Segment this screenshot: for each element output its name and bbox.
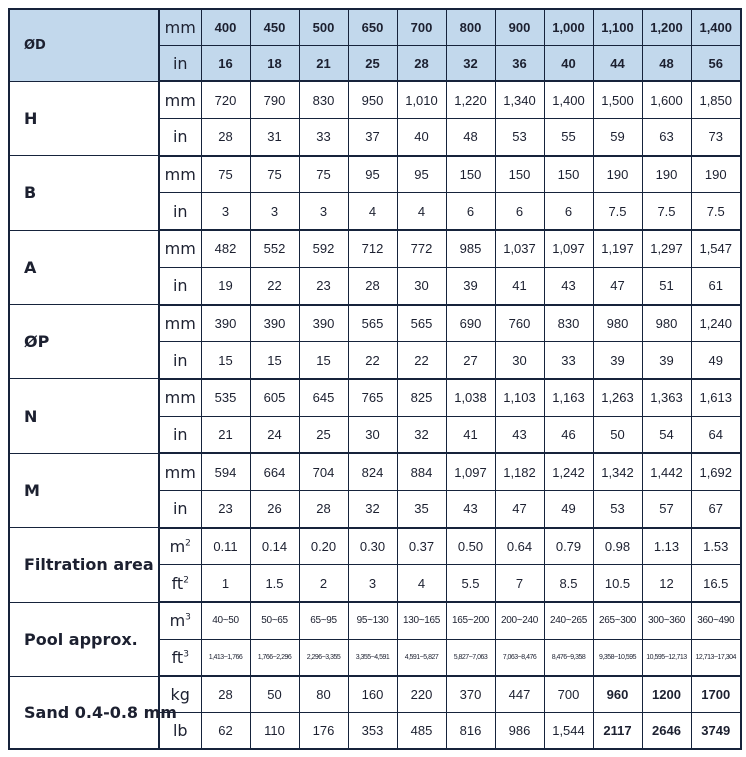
cell-h-in: 40	[397, 119, 446, 156]
cell-a-in: 51	[642, 267, 691, 304]
cell-pool-approx-m3: 360~490	[691, 602, 741, 639]
cell-p-mm: 390	[250, 305, 299, 342]
row-label-a: A	[9, 230, 159, 304]
unit-kg: kg	[159, 676, 201, 712]
cell-pool-approx-ft3: 5,827~7,063	[446, 639, 495, 676]
cell-a-mm: 1,097	[544, 230, 593, 267]
cell-p-in: 49	[691, 342, 741, 379]
cell-m-mm: 664	[250, 453, 299, 490]
cell-n-mm: 1,263	[593, 379, 642, 416]
cell-filtration-area-ft2: 8.5	[544, 565, 593, 602]
cell-n-mm: 1,038	[446, 379, 495, 416]
cell-b-in: 6	[446, 193, 495, 230]
cell-n-in: 30	[348, 416, 397, 453]
cell-p-in: 15	[201, 342, 250, 379]
cell-sand-lb: 353	[348, 713, 397, 749]
cell-b-in: 7.5	[593, 193, 642, 230]
cell-diameter-mm: 900	[495, 9, 544, 45]
cell-p-mm: 760	[495, 305, 544, 342]
cell-p-mm: 390	[201, 305, 250, 342]
cell-diameter-in: 56	[691, 45, 741, 81]
unit-mm: mm	[159, 9, 201, 45]
cell-n-mm: 535	[201, 379, 250, 416]
cell-b-mm: 95	[348, 156, 397, 193]
cell-sand-kg: 1200	[642, 676, 691, 712]
unit-exponent: 3	[185, 613, 191, 624]
cell-a-in: 19	[201, 267, 250, 304]
cell-diameter-in: 21	[299, 45, 348, 81]
cell-n-in: 50	[593, 416, 642, 453]
unit-lb: lb	[159, 713, 201, 749]
cell-m-mm: 884	[397, 453, 446, 490]
cell-n-mm: 1,163	[544, 379, 593, 416]
unit-mm: mm	[159, 379, 201, 416]
cell-b-mm: 150	[544, 156, 593, 193]
row-label-pool-approx: Pool approx.	[9, 602, 159, 676]
cell-sand-lb: 986	[495, 713, 544, 749]
cell-pool-approx-ft3: 2,296~3,355	[299, 639, 348, 676]
cell-m-in: 53	[593, 490, 642, 527]
cell-n-in: 32	[397, 416, 446, 453]
cell-pool-approx-m3: 300~360	[642, 602, 691, 639]
cell-a-in: 30	[397, 267, 446, 304]
cell-filtration-area-m2: 0.11	[201, 528, 250, 565]
row-m-mm	[9, 453, 741, 490]
row-label-m: M	[9, 453, 159, 527]
cell-m-in: 28	[299, 490, 348, 527]
unit-exponent: 2	[185, 538, 191, 549]
cell-a-in: 43	[544, 267, 593, 304]
row-label-n: N	[9, 379, 159, 453]
cell-m-in: 57	[642, 490, 691, 527]
cell-p-in: 39	[593, 342, 642, 379]
row-n-mm	[9, 379, 741, 416]
cell-h-mm: 1,600	[642, 81, 691, 118]
cell-pool-approx-ft3: 1,413~1,766	[201, 639, 250, 676]
cell-a-mm: 1,547	[691, 230, 741, 267]
cell-diameter-in: 28	[397, 45, 446, 81]
cell-sand-kg: 160	[348, 676, 397, 712]
row-pool-approx-m3	[9, 602, 741, 639]
cell-filtration-area-ft2: 10.5	[593, 565, 642, 602]
cell-p-in: 22	[397, 342, 446, 379]
cell-a-in: 61	[691, 267, 741, 304]
cell-diameter-mm: 650	[348, 9, 397, 45]
cell-diameter-in: 36	[495, 45, 544, 81]
cell-p-mm: 565	[348, 305, 397, 342]
cell-filtration-area-m2: 0.30	[348, 528, 397, 565]
cell-a-in: 22	[250, 267, 299, 304]
cell-b-in: 6	[544, 193, 593, 230]
cell-p-in: 30	[495, 342, 544, 379]
cell-sand-kg: 700	[544, 676, 593, 712]
unit-base: m	[169, 536, 186, 556]
cell-p-mm: 390	[299, 305, 348, 342]
cell-m-mm: 594	[201, 453, 250, 490]
cell-m-in: 49	[544, 490, 593, 527]
cell-filtration-area-m2: 0.50	[446, 528, 495, 565]
cell-n-in: 41	[446, 416, 495, 453]
cell-pool-approx-ft3: 7,063~8,476	[495, 639, 544, 676]
cell-m-mm: 1,097	[446, 453, 495, 490]
cell-h-in: 37	[348, 119, 397, 156]
cell-filtration-area-m2: 1.13	[642, 528, 691, 565]
cell-pool-approx-m3: 95~130	[348, 602, 397, 639]
cell-p-mm: 980	[593, 305, 642, 342]
cell-a-mm: 1,197	[593, 230, 642, 267]
cell-h-mm: 1,500	[593, 81, 642, 118]
cell-diameter-mm: 800	[446, 9, 495, 45]
cell-p-in: 15	[250, 342, 299, 379]
cell-pool-approx-m3: 200~240	[495, 602, 544, 639]
cell-h-in: 33	[299, 119, 348, 156]
cell-sand-lb: 62	[201, 713, 250, 749]
cell-n-in: 46	[544, 416, 593, 453]
row-p-mm	[9, 305, 741, 342]
cell-a-in: 41	[495, 267, 544, 304]
cell-h-in: 63	[642, 119, 691, 156]
cell-sand-kg: 1700	[691, 676, 741, 712]
cell-n-in: 64	[691, 416, 741, 453]
cell-h-mm: 830	[299, 81, 348, 118]
filter-spec-table	[8, 8, 742, 750]
cell-b-mm: 150	[446, 156, 495, 193]
cell-m-in: 26	[250, 490, 299, 527]
cell-pool-approx-ft3: 4,591~5,827	[397, 639, 446, 676]
unit-base: ft	[171, 648, 184, 668]
cell-b-in: 4	[348, 193, 397, 230]
cell-p-mm: 690	[446, 305, 495, 342]
unit-in: in	[159, 490, 201, 527]
cell-a-in: 39	[446, 267, 495, 304]
cell-sand-kg: 220	[397, 676, 446, 712]
cell-sand-lb: 485	[397, 713, 446, 749]
unit-m2	[159, 528, 201, 565]
cell-filtration-area-m2: 0.37	[397, 528, 446, 565]
cell-b-mm: 150	[495, 156, 544, 193]
cell-pool-approx-m3: 130~165	[397, 602, 446, 639]
cell-h-mm: 1,400	[544, 81, 593, 118]
cell-p-mm: 1,240	[691, 305, 741, 342]
row-label-diameter: ØD	[9, 9, 159, 81]
unit-base: ft	[171, 573, 184, 593]
cell-sand-kg: 960	[593, 676, 642, 712]
cell-pool-approx-m3: 50~65	[250, 602, 299, 639]
cell-diameter-in: 16	[201, 45, 250, 81]
cell-h-mm: 1,340	[495, 81, 544, 118]
cell-pool-approx-ft3: 9,358~10,595	[593, 639, 642, 676]
cell-n-in: 24	[250, 416, 299, 453]
row-sand-kg	[9, 676, 741, 712]
cell-b-in: 7.5	[642, 193, 691, 230]
cell-diameter-mm: 1,400	[691, 9, 741, 45]
cell-pool-approx-m3: 265~300	[593, 602, 642, 639]
unit-mm: mm	[159, 305, 201, 342]
cell-diameter-mm: 1,000	[544, 9, 593, 45]
cell-a-mm: 552	[250, 230, 299, 267]
cell-a-mm: 712	[348, 230, 397, 267]
cell-sand-lb: 3749	[691, 713, 741, 749]
cell-h-in: 59	[593, 119, 642, 156]
cell-diameter-in: 44	[593, 45, 642, 81]
unit-mm: mm	[159, 230, 201, 267]
cell-h-in: 28	[201, 119, 250, 156]
cell-diameter-mm: 700	[397, 9, 446, 45]
cell-n-mm: 1,363	[642, 379, 691, 416]
cell-diameter-in: 25	[348, 45, 397, 81]
unit-in: in	[159, 45, 201, 81]
unit-base: m	[169, 611, 186, 631]
row-filtration-area-m2	[9, 528, 741, 565]
cell-h-mm: 790	[250, 81, 299, 118]
cell-m-in: 23	[201, 490, 250, 527]
row-a-mm	[9, 230, 741, 267]
cell-pool-approx-ft3: 3,355~4,591	[348, 639, 397, 676]
cell-sand-kg: 28	[201, 676, 250, 712]
cell-pool-approx-ft3: 8,476~9,358	[544, 639, 593, 676]
row-label-filtration-area: Filtration area	[9, 528, 159, 602]
cell-pool-approx-m3: 165~200	[446, 602, 495, 639]
cell-n-mm: 825	[397, 379, 446, 416]
cell-sand-lb: 1,544	[544, 713, 593, 749]
cell-b-in: 4	[397, 193, 446, 230]
cell-pool-approx-m3: 240~265	[544, 602, 593, 639]
cell-filtration-area-ft2: 7	[495, 565, 544, 602]
cell-filtration-area-m2: 0.64	[495, 528, 544, 565]
cell-h-mm: 720	[201, 81, 250, 118]
cell-diameter-in: 32	[446, 45, 495, 81]
cell-p-in: 22	[348, 342, 397, 379]
cell-a-mm: 985	[446, 230, 495, 267]
unit-mm: mm	[159, 453, 201, 490]
cell-h-mm: 1,220	[446, 81, 495, 118]
cell-b-mm: 190	[691, 156, 741, 193]
cell-b-mm: 95	[397, 156, 446, 193]
cell-h-in: 48	[446, 119, 495, 156]
cell-sand-lb: 816	[446, 713, 495, 749]
unit-mm: mm	[159, 81, 201, 118]
cell-h-in: 73	[691, 119, 741, 156]
cell-filtration-area-m2: 0.79	[544, 528, 593, 565]
row-diameter-mm	[9, 9, 741, 45]
unit-in: in	[159, 342, 201, 379]
cell-b-in: 7.5	[691, 193, 741, 230]
cell-diameter-mm: 1,200	[642, 9, 691, 45]
cell-a-mm: 1,297	[642, 230, 691, 267]
cell-h-mm: 1,850	[691, 81, 741, 118]
cell-diameter-mm: 400	[201, 9, 250, 45]
cell-m-in: 35	[397, 490, 446, 527]
cell-m-in: 67	[691, 490, 741, 527]
row-label-sand: Sand 0.4-0.8 mm	[9, 676, 159, 749]
cell-b-mm: 190	[642, 156, 691, 193]
cell-sand-lb: 2646	[642, 713, 691, 749]
cell-sand-lb: 176	[299, 713, 348, 749]
cell-a-in: 47	[593, 267, 642, 304]
cell-m-mm: 1,442	[642, 453, 691, 490]
cell-p-mm: 980	[642, 305, 691, 342]
cell-m-in: 47	[495, 490, 544, 527]
cell-filtration-area-ft2: 1.5	[250, 565, 299, 602]
cell-m-in: 32	[348, 490, 397, 527]
cell-filtration-area-ft2: 1	[201, 565, 250, 602]
cell-m-mm: 704	[299, 453, 348, 490]
cell-filtration-area-m2: 0.14	[250, 528, 299, 565]
cell-diameter-in: 48	[642, 45, 691, 81]
cell-n-mm: 645	[299, 379, 348, 416]
cell-a-in: 28	[348, 267, 397, 304]
cell-b-in: 3	[250, 193, 299, 230]
unit-in: in	[159, 416, 201, 453]
cell-m-mm: 1,342	[593, 453, 642, 490]
cell-sand-lb: 110	[250, 713, 299, 749]
cell-filtration-area-ft2: 16.5	[691, 565, 741, 602]
cell-sand-kg: 370	[446, 676, 495, 712]
unit-ft3	[159, 639, 201, 676]
cell-n-mm: 765	[348, 379, 397, 416]
cell-b-in: 3	[201, 193, 250, 230]
unit-mm: mm	[159, 156, 201, 193]
cell-pool-approx-ft3: 12,713~17,304	[691, 639, 741, 676]
unit-in: in	[159, 193, 201, 230]
cell-diameter-mm: 450	[250, 9, 299, 45]
cell-h-in: 31	[250, 119, 299, 156]
cell-filtration-area-m2: 0.20	[299, 528, 348, 565]
cell-p-mm: 565	[397, 305, 446, 342]
cell-filtration-area-ft2: 5.5	[446, 565, 495, 602]
cell-h-in: 53	[495, 119, 544, 156]
row-b-mm	[9, 156, 741, 193]
cell-p-in: 27	[446, 342, 495, 379]
cell-filtration-area-ft2: 12	[642, 565, 691, 602]
cell-m-mm: 1,182	[495, 453, 544, 490]
unit-exponent: 3	[183, 649, 189, 660]
cell-m-mm: 1,692	[691, 453, 741, 490]
cell-b-in: 3	[299, 193, 348, 230]
cell-m-in: 43	[446, 490, 495, 527]
cell-h-in: 55	[544, 119, 593, 156]
cell-pool-approx-ft3: 1,766~2,296	[250, 639, 299, 676]
cell-b-in: 6	[495, 193, 544, 230]
cell-n-in: 25	[299, 416, 348, 453]
cell-pool-approx-m3: 40~50	[201, 602, 250, 639]
row-label-p: ØP	[9, 305, 159, 379]
cell-diameter-in: 40	[544, 45, 593, 81]
cell-p-in: 39	[642, 342, 691, 379]
cell-p-mm: 830	[544, 305, 593, 342]
unit-in: in	[159, 267, 201, 304]
cell-filtration-area-ft2: 4	[397, 565, 446, 602]
cell-filtration-area-m2: 1.53	[691, 528, 741, 565]
cell-diameter-mm: 500	[299, 9, 348, 45]
cell-pool-approx-m3: 65~95	[299, 602, 348, 639]
cell-n-mm: 1,103	[495, 379, 544, 416]
cell-filtration-area-ft2: 2	[299, 565, 348, 602]
row-label-h: H	[9, 81, 159, 155]
cell-b-mm: 75	[250, 156, 299, 193]
cell-filtration-area-ft2: 3	[348, 565, 397, 602]
cell-n-mm: 605	[250, 379, 299, 416]
cell-a-mm: 772	[397, 230, 446, 267]
cell-n-in: 54	[642, 416, 691, 453]
cell-p-in: 15	[299, 342, 348, 379]
cell-p-in: 33	[544, 342, 593, 379]
cell-n-in: 43	[495, 416, 544, 453]
unit-in: in	[159, 119, 201, 156]
cell-filtration-area-m2: 0.98	[593, 528, 642, 565]
cell-diameter-mm: 1,100	[593, 9, 642, 45]
row-h-mm	[9, 81, 741, 118]
cell-a-mm: 482	[201, 230, 250, 267]
unit-ft2	[159, 565, 201, 602]
cell-sand-kg: 447	[495, 676, 544, 712]
cell-sand-kg: 80	[299, 676, 348, 712]
unit-exponent: 2	[183, 575, 189, 586]
cell-m-mm: 1,242	[544, 453, 593, 490]
cell-h-mm: 950	[348, 81, 397, 118]
cell-a-mm: 1,037	[495, 230, 544, 267]
cell-b-mm: 75	[201, 156, 250, 193]
row-label-b: B	[9, 156, 159, 230]
cell-a-in: 23	[299, 267, 348, 304]
cell-pool-approx-ft3: 10,595~12,713	[642, 639, 691, 676]
unit-m3	[159, 602, 201, 639]
cell-h-mm: 1,010	[397, 81, 446, 118]
cell-n-in: 21	[201, 416, 250, 453]
cell-b-mm: 75	[299, 156, 348, 193]
cell-diameter-in: 18	[250, 45, 299, 81]
cell-m-mm: 824	[348, 453, 397, 490]
cell-n-mm: 1,613	[691, 379, 741, 416]
cell-sand-kg: 50	[250, 676, 299, 712]
cell-a-mm: 592	[299, 230, 348, 267]
cell-sand-lb: 2117	[593, 713, 642, 749]
cell-b-mm: 190	[593, 156, 642, 193]
